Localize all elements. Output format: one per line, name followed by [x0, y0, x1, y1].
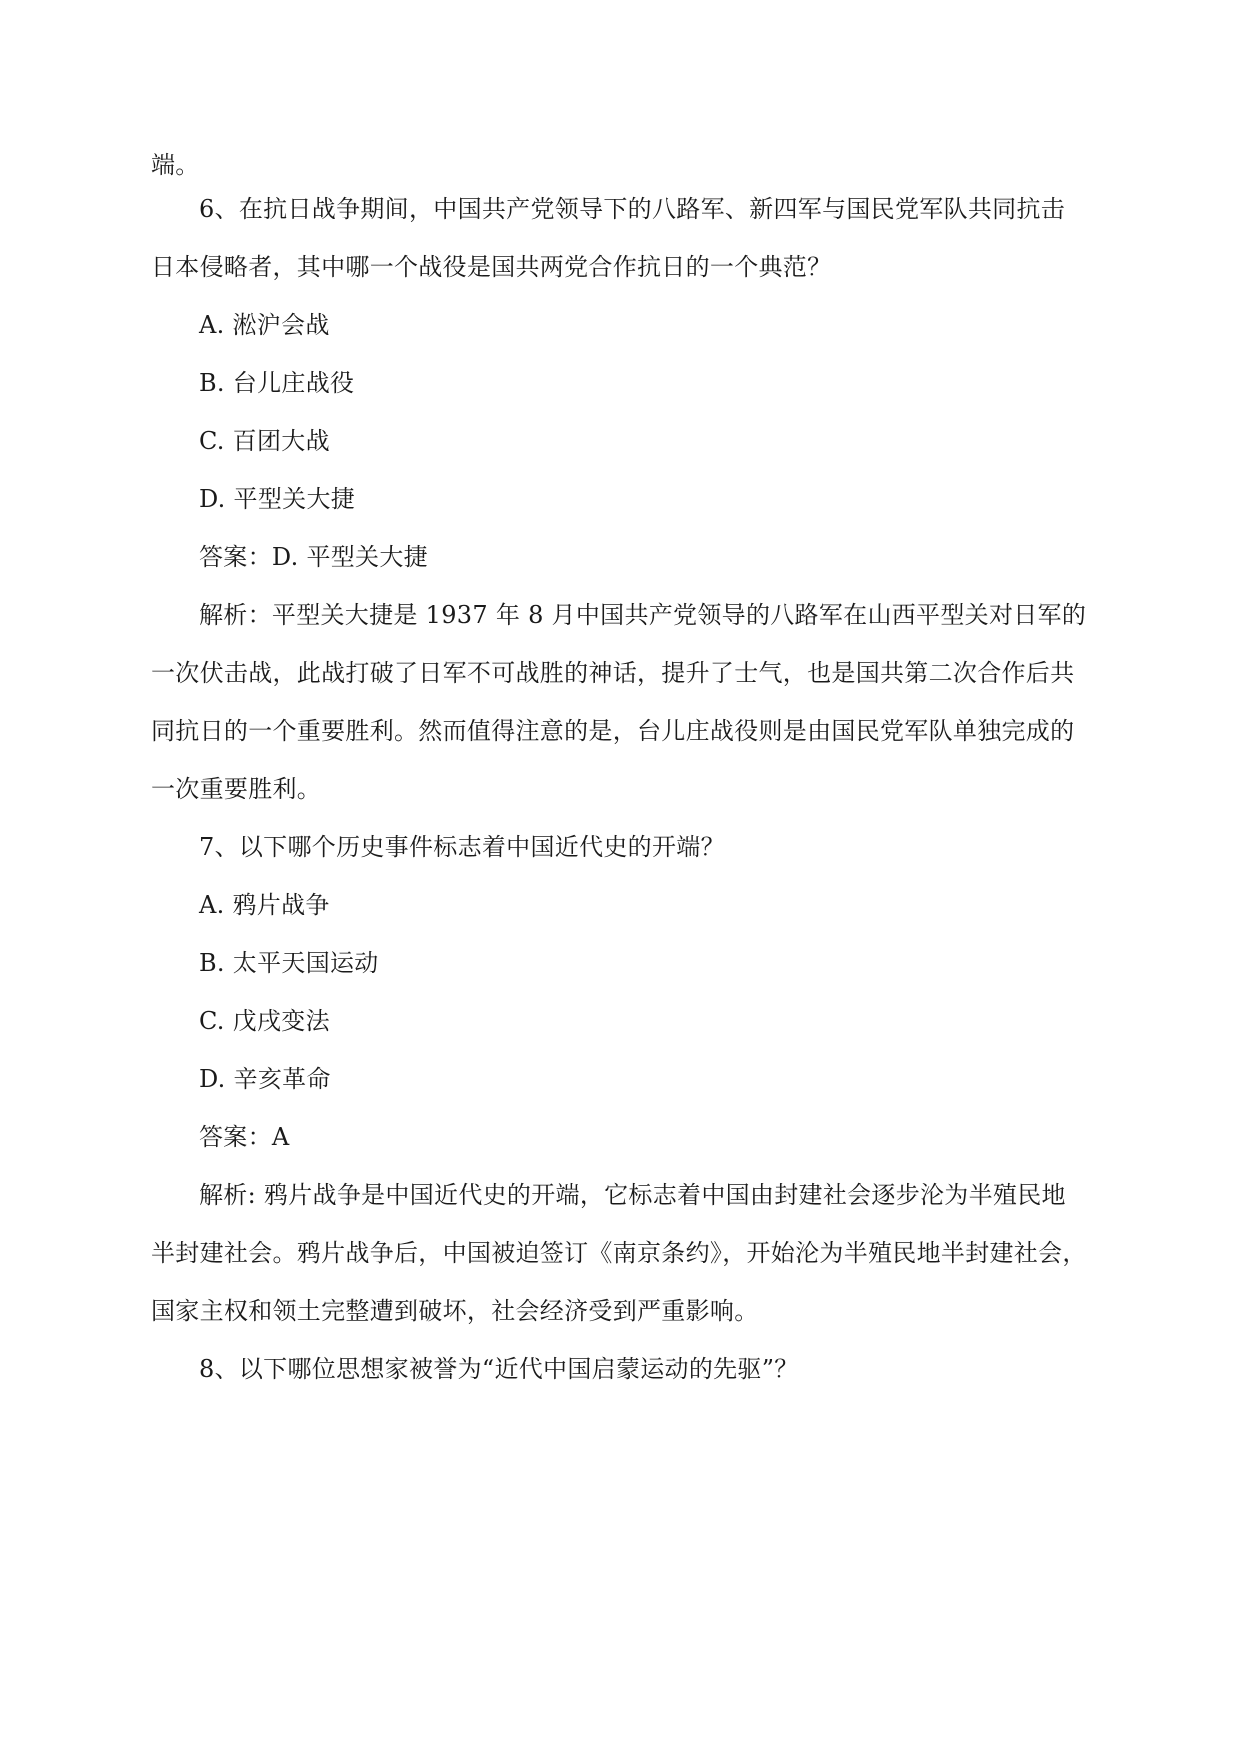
question-7-option-c: C. 戊戌变法: [199, 1007, 330, 1035]
question-7-text: 7、以下哪个历史事件标志着中国近代史的开端？: [199, 833, 725, 861]
question-6-analysis: 解析：平型关大捷是 1937 年 8 月中国共产党领导的八路军在山西平型关对日军的: [199, 601, 1087, 629]
question-6-answer: 答案：D. 平型关大捷: [199, 543, 428, 571]
question-6-analysis-cont: 一次重要胜利。: [151, 775, 322, 803]
question-7-option-d: D. 辛亥革命: [199, 1065, 331, 1093]
question-6-analysis-cont: 同抗日的一个重要胜利。然而值得注意的是，台儿庄战役则是由国民党军队单独完成的: [151, 717, 1075, 745]
question-6-text-cont: 日本侵略者，其中哪一个战役是国共两党合作抗日的一个典范？: [151, 253, 832, 281]
question-7-analysis-cont: 国家主权和领土完整遭到破坏，社会经济受到严重影响。: [151, 1297, 759, 1325]
question-6-option-a: A. 淞沪会战: [199, 311, 330, 339]
text-line: 端。: [151, 151, 200, 179]
question-7-option-a: A. 鸦片战争: [199, 891, 330, 919]
question-6-option-d: D. 平型关大捷: [199, 485, 356, 513]
question-6-option-c: C. 百团大战: [199, 427, 330, 455]
question-6-analysis-cont: 一次伏击战，此战打破了日军不可战胜的神话，提升了士气，也是国共第二次合作后共: [151, 659, 1075, 687]
question-7-answer: 答案：A: [199, 1123, 290, 1151]
question-8-text: 8、以下哪位思想家被誉为“近代中国启蒙运动的先驱”？: [199, 1355, 799, 1383]
question-7-option-b: B. 太平天国运动: [199, 949, 379, 977]
question-6-option-b: B. 台儿庄战役: [199, 369, 355, 397]
question-7-analysis: 解析: 鸦片战争是中国近代史的开端，它标志着中国由封建社会逐步沦为半殖民地: [199, 1181, 1066, 1209]
question-6-text: 6、在抗日战争期间，中国共产党领导下的八路军、新四军与国民党军队共同抗击: [199, 195, 1066, 223]
question-7-analysis-cont: 半封建社会。鸦片战争后，中国被迫签订《南京条约》，开始沦为半殖民地半封建社会，: [151, 1239, 1087, 1267]
